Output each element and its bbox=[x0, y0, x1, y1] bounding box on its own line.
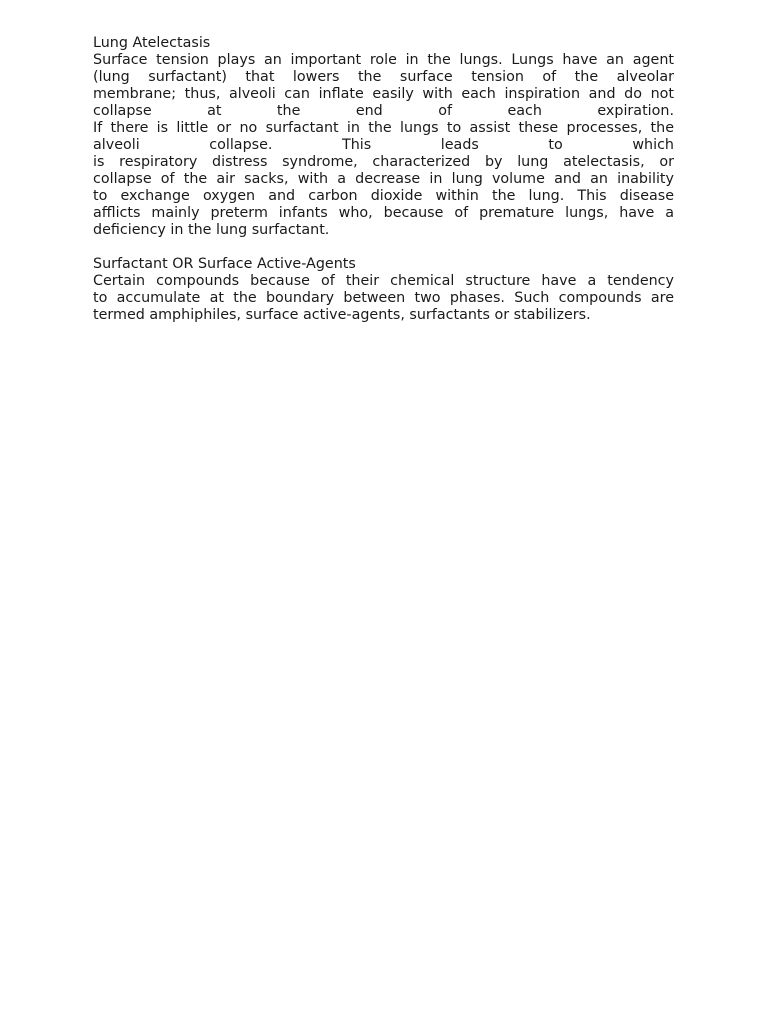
section-title-surfactant: Surfactant OR Surface Active-Agents bbox=[93, 256, 356, 272]
paragraph-line: termed amphiphiles, surface active-agents, surfactants or stabilizers. bbox=[93, 307, 591, 323]
document-page bbox=[93, 35, 674, 324]
paragraph-line: to accumulate at the boundary between two phases. Such compounds are bbox=[93, 290, 674, 306]
paragraph-lung-atelectasis bbox=[93, 52, 674, 239]
paragraph-line: deficiency in the lung surfactant. bbox=[93, 222, 330, 238]
paragraph-spacer bbox=[93, 239, 674, 256]
section-title-lung-atelectasis: Lung Atelectasis bbox=[93, 35, 211, 51]
paragraph-line: to exchange oxygen and carbon dioxide within the lung. This disease bbox=[93, 188, 674, 204]
paragraph-line: membrane; thus, alveoli can inflate easily with each inspiration and do not bbox=[93, 86, 674, 102]
paragraph-line: is respiratory distress syndrome, characterized by lung atelectasis, or bbox=[93, 154, 674, 170]
paragraph-line: If there is little or no surfactant in the lungs to assist these processes, the bbox=[93, 120, 674, 136]
paragraph-line: Surface tension plays an important role in the lungs. Lungs have an agent bbox=[93, 52, 674, 68]
paragraph-line: collapse of the air sacks, with a decrease in lung volume and an inability bbox=[93, 171, 674, 187]
paragraph-line: (lung surfactant) that lowers the surface tension of the alveolar bbox=[93, 69, 674, 85]
paragraph-line: afflicts mainly preterm infants who, because of premature lungs, have a bbox=[93, 205, 674, 221]
paragraph-surfactant bbox=[93, 273, 674, 324]
paragraph-line: collapse at the end of each expiration. bbox=[93, 103, 674, 119]
paragraph-line: Certain compounds because of their chemical structure have a tendency bbox=[93, 273, 674, 289]
paragraph-line: alveoli collapse. This leads to which bbox=[93, 137, 674, 153]
